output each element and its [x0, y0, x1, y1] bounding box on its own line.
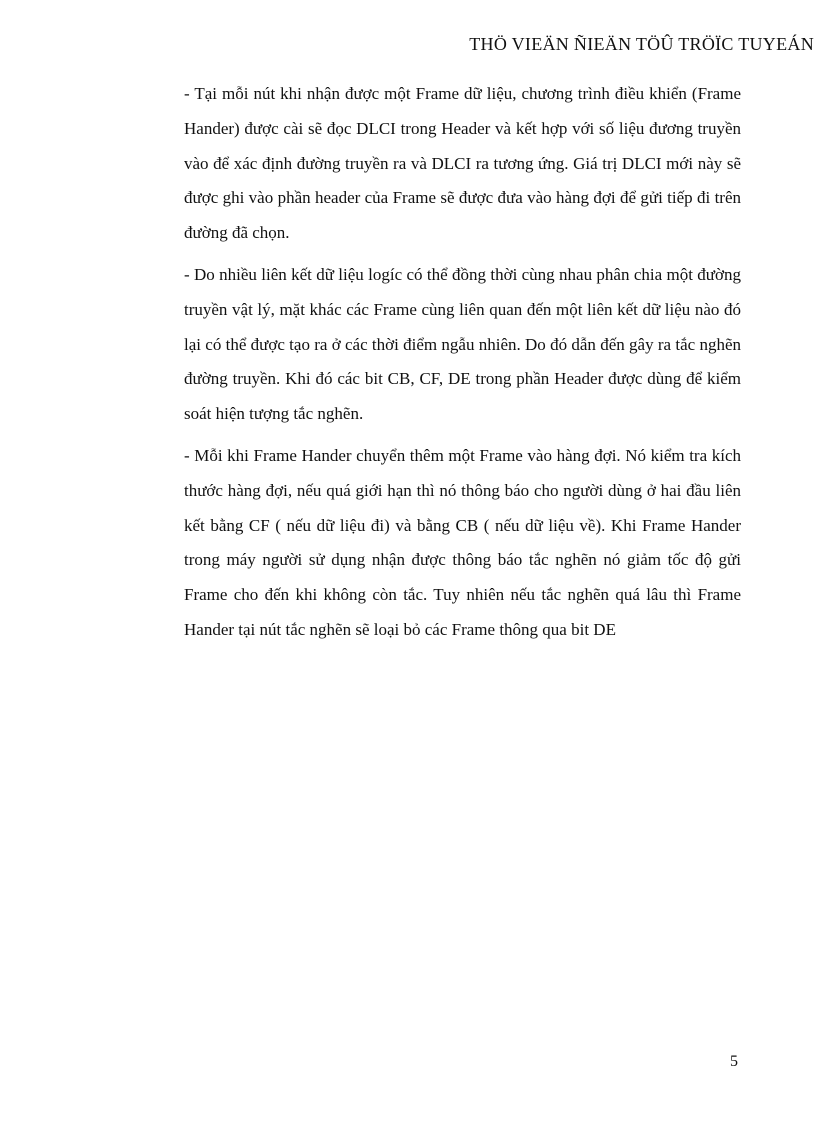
body-text	[184, 77, 741, 655]
paragraph-congestion-cause: - Do nhiều liên kết dữ liệu logíc có thể đồng thời cùng nhau phân chia một đường truyền vật lý, mặt khác các Frame cùng liên quan đến một liên kết dữ liệu nào đó lại có thể được tạo ra ở các thời điểm ngẫu nhiên. Do đó dẫn đến gây ra tắc nghẽn đường truyền. Khi đó các bit CB, CF, DE trong phần Header được dùng để kiểm soát hiện tượng tắc nghẽn.	[184, 264, 741, 424]
paragraph-congestion-control: - Mỗi khi Frame Hander chuyển thêm một Frame vào hàng đợi. Nó kiểm tra kích thước hàng đợi, nếu quá giới hạn thì nó thông báo cho người dùng ở hai đầu liên kết bằng CF ( nếu dữ liệu đi) và bằng CB ( nếu dữ liệu về). Khi Frame Hander trong máy người sử dụng nhận được thông báo tắc nghẽn nó giảm tốc độ gửi Frame cho đến khi không còn tắc. Tuy nhiên nếu tắc nghẽn quá lâu thì Frame Hander tại nút tắc nghẽn sẽ loại bỏ các Frame thông qua bit DE	[184, 445, 741, 639]
page-number: 5	[730, 1053, 738, 1070]
paragraph-frame-handling: - Tại mỗi nút khi nhận được một Frame dữ liệu, chương trình điều khiển (Frame Hander) được cài sẽ đọc DLCI trong Header và kết hợp với số liệu đương truyền vào để xác định đường truyền ra và DLCI ra tương ứng. Giá trị DLCI mới này sẽ được ghi vào phần header của Frame sẽ được đưa vào hàng đợi để gửi tiếp đi trên đường đã chọn.	[184, 84, 741, 243]
page-header: THÖ VIEÄN ÑIEÄN TÖÛ TRÖÏC TUYEÁN	[469, 34, 814, 54]
